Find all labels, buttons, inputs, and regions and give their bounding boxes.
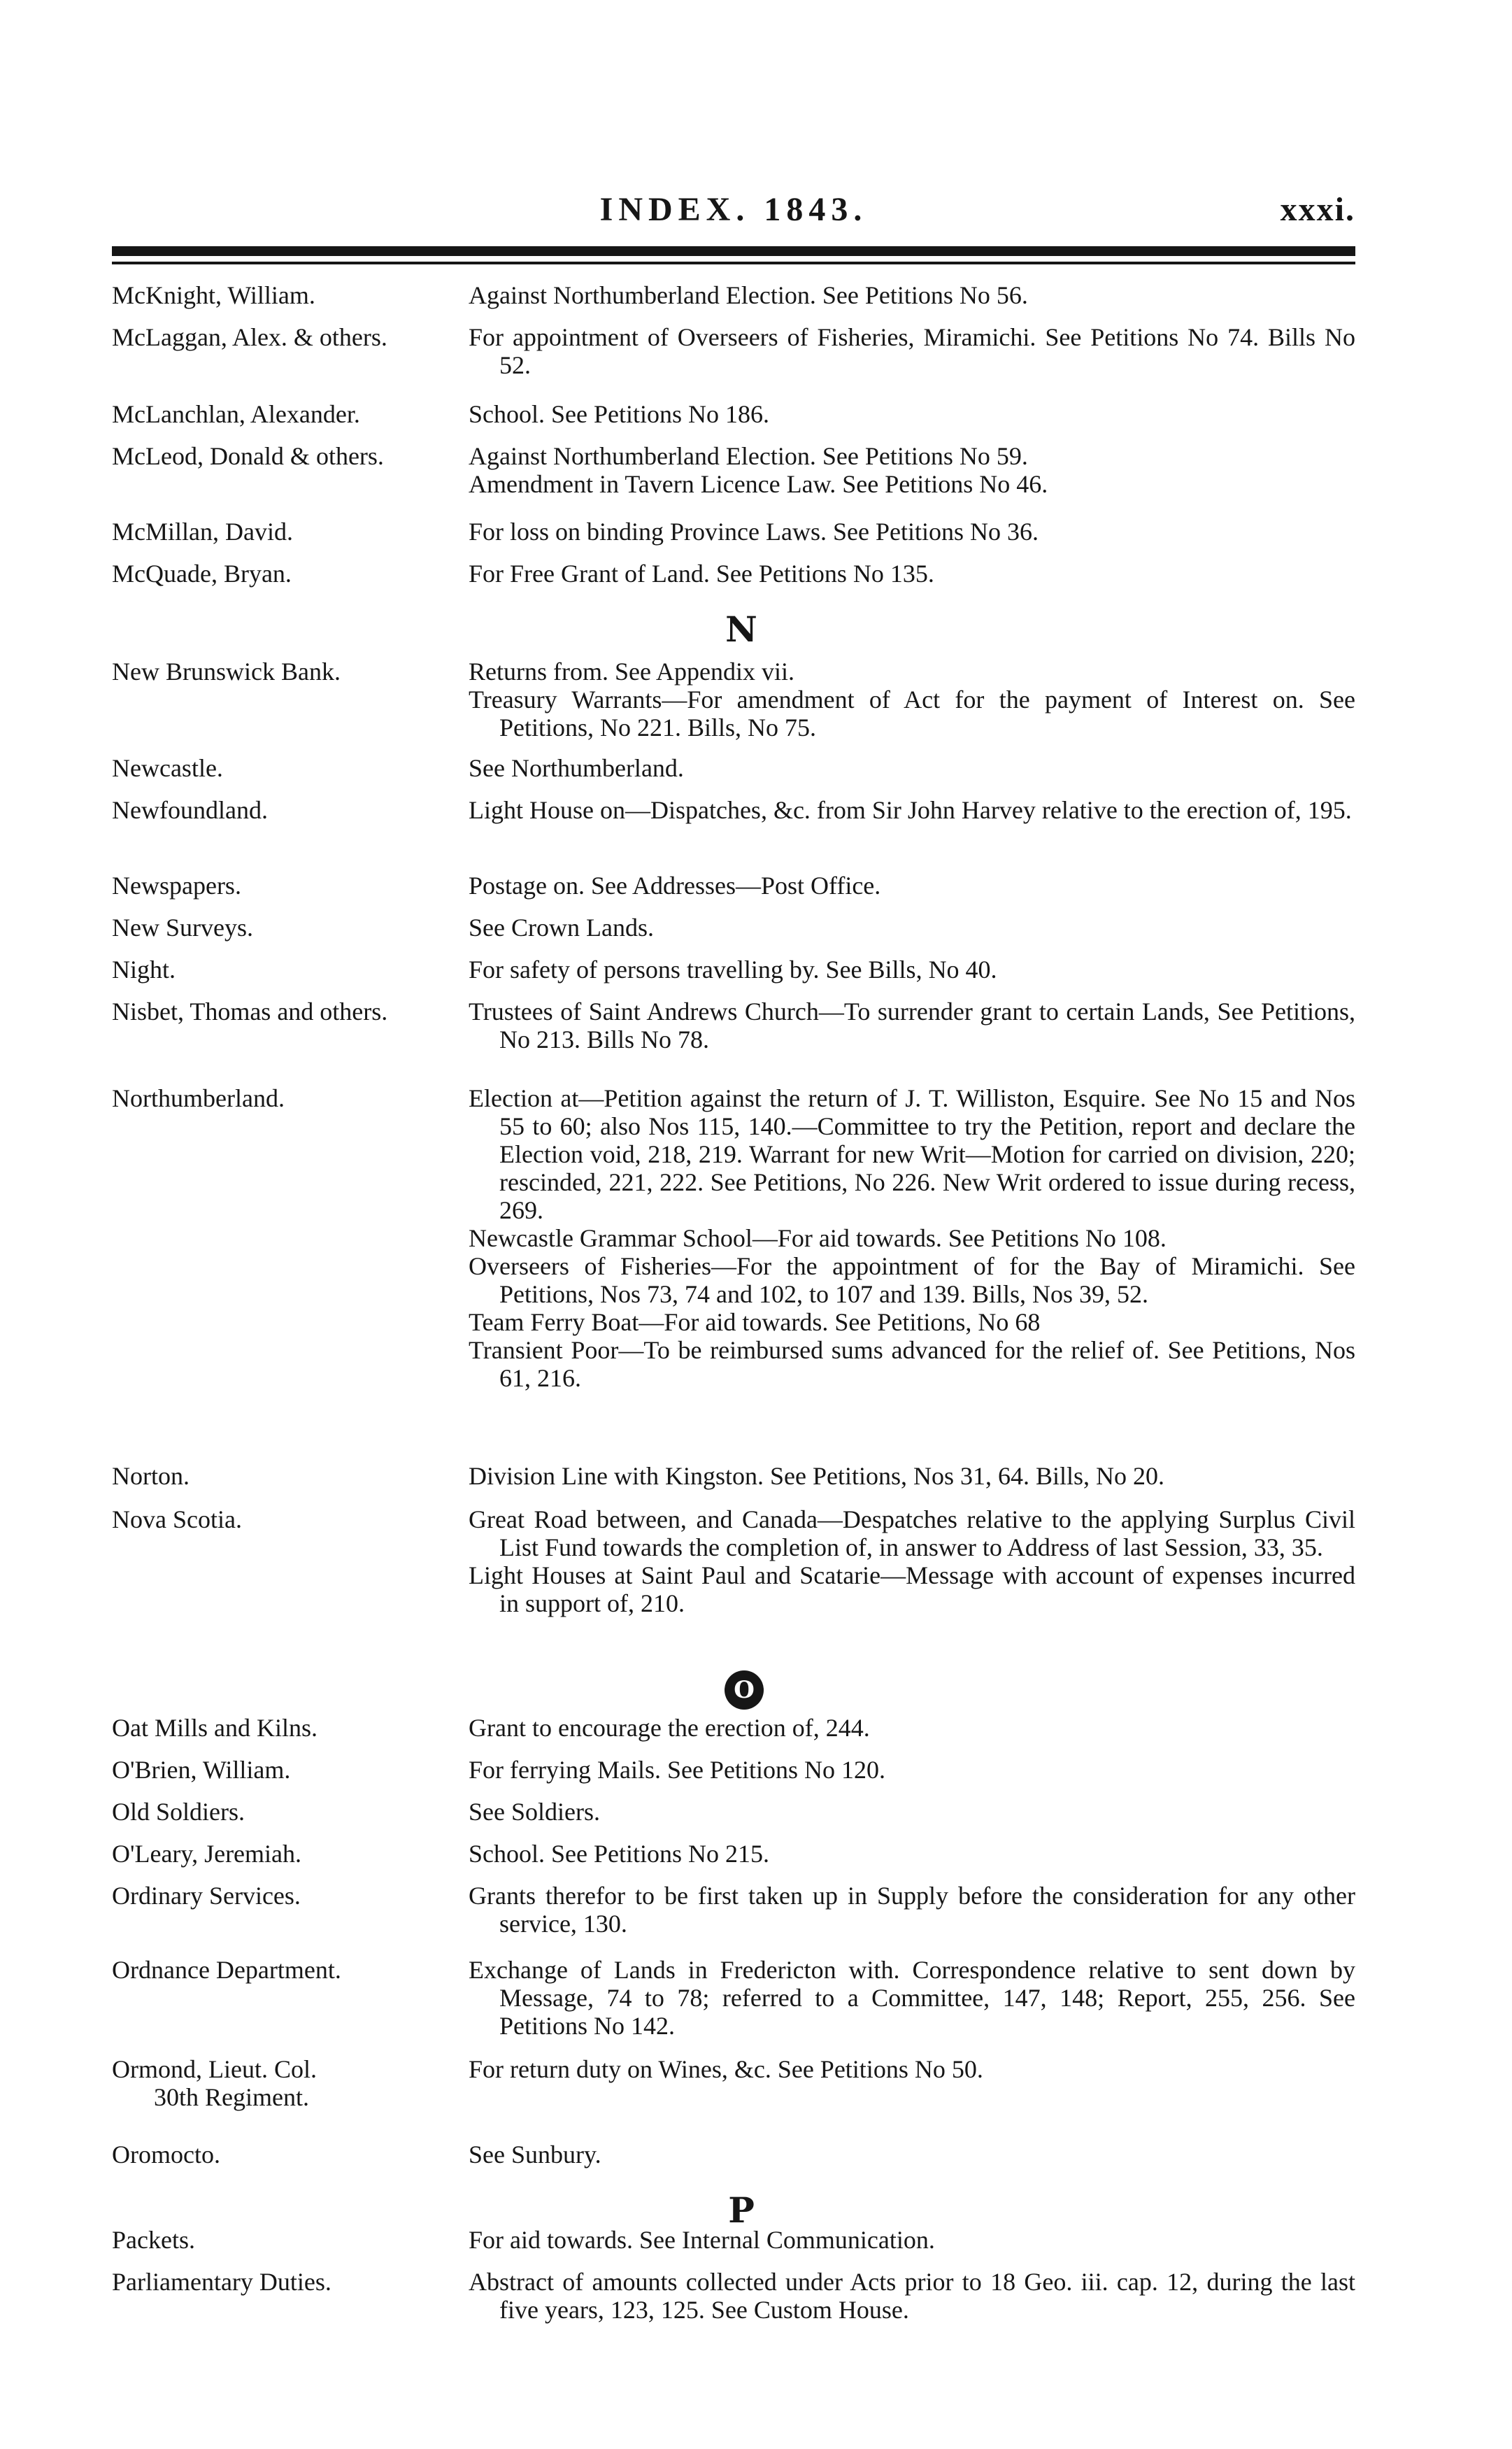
entry-heading	[112, 560, 455, 588]
entry-reference: Exchange of Lands in Fredericton with. Correspondence relative to sent down by Message, 74 to 78; referred to a Committee, 147, 148; Report, 255, 256. See Petitions No 142.	[469, 1956, 1355, 2040]
entry-heading	[112, 281, 455, 309]
entry-heading	[112, 872, 455, 900]
entry-references	[469, 914, 1355, 942]
entry-references	[469, 956, 1355, 984]
entry-heading-line: Newcastle.	[112, 754, 223, 782]
entry-reference: For return duty on Wines, &c. See Petitions No 50.	[469, 2055, 983, 2083]
entry-reference: Election at—Petition against the return of J. T. Williston, Esquire. See No 15 and Nos 55 to 60; also Nos 115, 140.—Committee to try the Petition, report and declare the Election void, 218, 219. Warrant for new Writ—Motion for carried on division, 220; rescinded, 221, 222. See Petitions, No 226. New Writ ordered to issue during recess, 269.	[469, 1084, 1355, 1224]
entry-reference: Treasury Warrants—For amendment of Act for the payment of Interest on. See Petitions, No 221. Bills, No 75.	[469, 686, 1355, 741]
entry-references	[469, 1756, 1355, 1784]
section-letter-n: N	[725, 609, 757, 650]
entry-heading	[112, 1882, 455, 1910]
entry-references	[469, 1840, 1355, 1868]
entry-references	[469, 872, 1355, 900]
entry-reference: Great Road between, and Canada—Despatches relative to the applying Surplus Civil List Fund towards the completion of, in answer to Address of last Session, 33, 35.	[469, 1505, 1355, 1561]
entry-heading-line: McLaggan, Alex. & others.	[112, 323, 387, 351]
entry-heading	[112, 400, 455, 428]
entry-references	[469, 2268, 1355, 2324]
entry-reference: Overseers of Fisheries—For the appointment of for the Bay of Miramichi. See Petitions, Nos 73, 74 and 102, to 107 and 139. Bills, Nos 39, 52.	[469, 1252, 1355, 1308]
entry-references	[469, 1798, 1355, 1826]
entry-heading-line: Oat Mills and Kilns.	[112, 1714, 318, 1742]
entry-heading-line: McMillan, David.	[112, 518, 293, 546]
entry-heading-line: Newspapers.	[112, 872, 241, 900]
entry-heading	[112, 518, 455, 546]
entry-references	[469, 2226, 1355, 2254]
entry-heading	[112, 1505, 455, 1533]
entry-heading-line: Norton.	[112, 1462, 190, 1490]
entry-heading	[112, 796, 455, 824]
entry-references	[469, 2141, 1355, 2168]
entry-heading-line: Packets.	[112, 2226, 195, 2254]
entry-heading	[112, 998, 455, 1025]
entry-reference: See Sunbury.	[469, 2141, 601, 2168]
entry-reference: Newcastle Grammar School—For aid towards. See Petitions No 108.	[469, 1224, 1167, 1252]
entry-reference: School. See Petitions No 186.	[469, 400, 769, 428]
entry-references	[469, 1505, 1355, 1617]
entry-heading-line: McLanchlan, Alexander.	[112, 400, 360, 428]
entry-heading	[112, 1462, 455, 1490]
entry-heading	[112, 2226, 455, 2254]
entry-reference: See Soldiers.	[469, 1798, 600, 1826]
entry-references	[469, 754, 1355, 782]
entry-reference: For ferrying Mails. See Petitions No 120.	[469, 1756, 885, 1784]
entry-heading-line: New Surveys.	[112, 914, 253, 942]
entry-reference: See Northumberland.	[469, 754, 684, 782]
entry-references	[469, 658, 1355, 741]
entry-heading	[112, 658, 455, 686]
entry-reference: Division Line with Kingston. See Petitions, Nos 31, 64. Bills, No 20.	[469, 1462, 1165, 1490]
entry-references	[469, 1882, 1355, 1938]
entry-references	[469, 400, 1355, 428]
entry-reference: Light Houses at Saint Paul and Scatarie—Message with account of expenses incurred in support of, 210.	[469, 1561, 1355, 1617]
entry-reference: For loss on binding Province Laws. See Petitions No 36.	[469, 518, 1039, 546]
entry-references	[469, 560, 1355, 588]
entry-heading	[112, 914, 455, 942]
page-title: INDEX. 1843.	[599, 191, 868, 228]
entry-heading	[112, 1956, 455, 1984]
entry-reference: For Free Grant of Land. See Petitions No 135.	[469, 560, 934, 588]
entry-references	[469, 518, 1355, 546]
section-letter-p: P	[728, 2189, 755, 2231]
entry-heading-line: Ordnance Department.	[112, 1956, 341, 1984]
entry-reference: Light House on—Dispatches, &c. from Sir John Harvey relative to the erection of, 195.	[469, 796, 1352, 824]
entry-heading-line: Newfoundland.	[112, 796, 268, 824]
entry-heading	[112, 1084, 455, 1112]
entry-reference: Grant to encourage the erection of, 244.	[469, 1714, 870, 1742]
entry-heading	[112, 2268, 455, 2296]
entry-references	[469, 1956, 1355, 2040]
entry-reference: See Crown Lands.	[469, 914, 654, 942]
entry-heading-line: McQuade, Bryan.	[112, 560, 292, 588]
entry-references	[469, 1462, 1355, 1490]
entry-reference: For appointment of Overseers of Fisheries, Miramichi. See Petitions No 74. Bills No 52.	[469, 323, 1355, 379]
entry-heading-line: Old Soldiers.	[112, 1798, 245, 1826]
entry-heading-line: McLeod, Donald & others.	[112, 442, 384, 470]
entry-reference: School. See Petitions No 215.	[469, 1840, 769, 1868]
entry-heading	[112, 754, 455, 782]
entry-reference: Postage on. See Addresses—Post Office.	[469, 872, 881, 900]
entry-references	[469, 1714, 1355, 1742]
page-number: xxxi.	[1280, 191, 1355, 228]
entry-reference: Grants therefor to be first taken up in Supply before the consideration for any other service, 130.	[469, 1882, 1355, 1938]
entry-reference: Amendment in Tavern Licence Law. See Petitions No 46.	[469, 470, 1048, 498]
entry-heading-line: Nisbet, Thomas and others.	[112, 998, 388, 1025]
entry-references	[469, 323, 1355, 379]
entry-references	[469, 2055, 1355, 2083]
entry-heading	[112, 442, 455, 470]
entry-heading-line: Oromocto.	[112, 2141, 220, 2168]
entry-reference: Trustees of Saint Andrews Church—To surrender grant to certain Lands, See Petitions, No 213. Bills No 78.	[469, 998, 1355, 1053]
entry-reference: Team Ferry Boat—For aid towards. See Petitions, No 68	[469, 1308, 1041, 1336]
entry-heading	[112, 1840, 455, 1868]
entry-references	[469, 796, 1355, 824]
entry-heading-line: O'Leary, Jeremiah.	[112, 1840, 302, 1868]
entry-references	[469, 442, 1355, 498]
entry-heading	[112, 1756, 455, 1784]
entry-reference: Against Northumberland Election. See Petitions No 56.	[469, 281, 1028, 309]
entry-reference: For aid towards. See Internal Communication.	[469, 2226, 935, 2254]
entry-heading	[112, 956, 455, 984]
entry-references	[469, 998, 1355, 1053]
entry-reference: Abstract of amounts collected under Acts prior to 18 Geo. iii. cap. 12, during the last five years, 123, 125. See Custom House.	[469, 2268, 1355, 2324]
entry-heading	[112, 2141, 455, 2168]
entry-heading	[112, 323, 455, 351]
entry-references	[469, 1084, 1355, 1392]
entry-reference: For safety of persons travelling by. See Bills, No 40.	[469, 956, 997, 984]
entry-reference: Transient Poor—To be reimbursed sums advanced for the relief of. See Petitions, Nos 61, 216.	[469, 1336, 1355, 1392]
entry-heading-line: McKnight, William.	[112, 281, 315, 309]
entry-heading-line: New Brunswick Bank.	[112, 658, 341, 686]
entry-heading-line: Ordinary Services.	[112, 1882, 301, 1910]
entry-heading-line: O'Brien, William.	[112, 1756, 291, 1784]
entry-heading	[112, 1714, 455, 1742]
entry-references	[469, 281, 1355, 309]
entry-heading	[112, 2055, 455, 2111]
entry-heading-line: Northumberland.	[112, 1084, 285, 1112]
entry-heading	[112, 1798, 455, 1826]
entry-heading-line: 30th Regiment.	[154, 2083, 309, 2111]
entry-reference: Against Northumberland Election. See Petitions No 59.	[469, 442, 1028, 470]
entry-heading-line: Parliamentary Duties.	[112, 2268, 331, 2296]
entry-reference: Returns from. See Appendix vii.	[469, 658, 794, 686]
entry-heading-line: Nova Scotia.	[112, 1505, 242, 1533]
entry-heading-line: Ormond, Lieut. Col.	[112, 2055, 317, 2083]
section-letter-o: O	[725, 1670, 764, 1710]
entry-heading-line: Night.	[112, 956, 176, 984]
